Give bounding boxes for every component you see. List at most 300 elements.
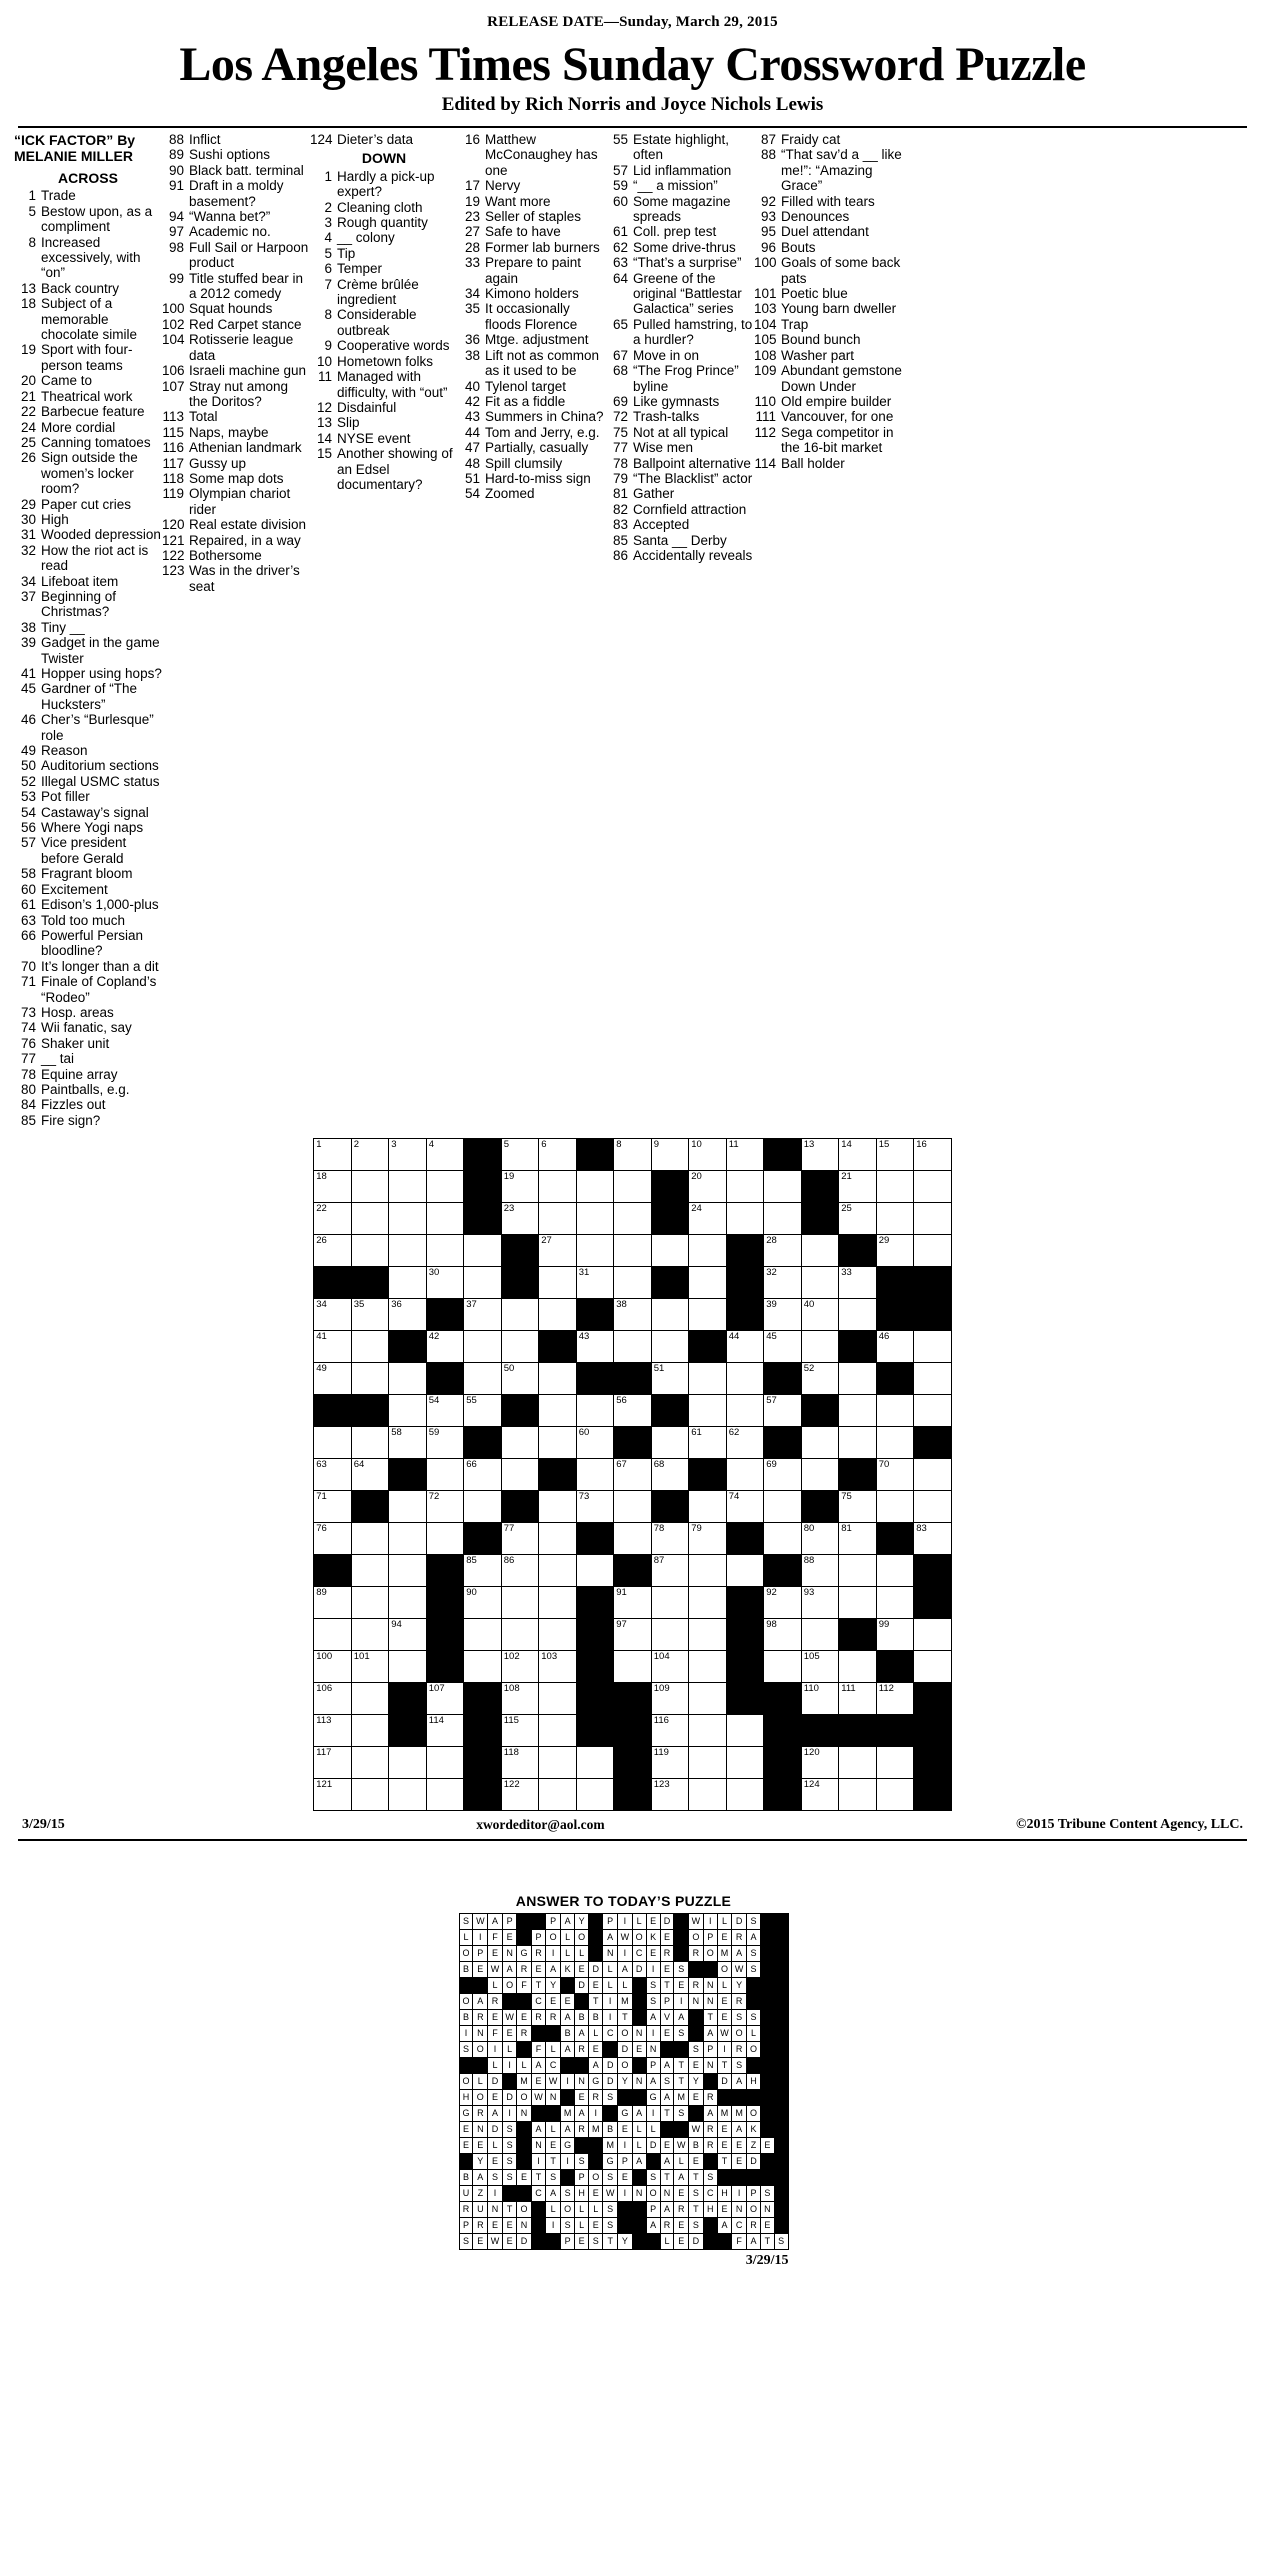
grid-cell[interactable] bbox=[801, 1331, 839, 1363]
grid-cell[interactable] bbox=[501, 1619, 539, 1651]
grid-cell[interactable] bbox=[614, 1171, 652, 1203]
grid-cell[interactable] bbox=[389, 1267, 427, 1299]
grid-cell[interactable] bbox=[839, 1267, 877, 1299]
grid-cell[interactable] bbox=[539, 1587, 577, 1619]
grid-cell[interactable] bbox=[614, 1299, 652, 1331]
grid-cell[interactable] bbox=[314, 1523, 352, 1555]
grid-cell[interactable] bbox=[501, 1555, 539, 1587]
grid-cell[interactable] bbox=[839, 1523, 877, 1555]
grid-cell[interactable] bbox=[351, 1747, 389, 1779]
grid-cell[interactable] bbox=[651, 1363, 689, 1395]
grid-cell[interactable] bbox=[464, 1235, 502, 1267]
grid-cell[interactable] bbox=[314, 1331, 352, 1363]
grid-cell[interactable] bbox=[426, 1779, 464, 1811]
grid-cell[interactable] bbox=[689, 1651, 727, 1683]
grid-cell[interactable] bbox=[426, 1747, 464, 1779]
grid-cell[interactable] bbox=[876, 1491, 914, 1523]
grid-cell[interactable] bbox=[764, 1619, 802, 1651]
grid-cell[interactable] bbox=[539, 1523, 577, 1555]
grid-cell[interactable] bbox=[764, 1587, 802, 1619]
answer-cell: E bbox=[717, 2202, 732, 2218]
grid-cell[interactable] bbox=[464, 1395, 502, 1427]
grid-cell[interactable] bbox=[651, 1555, 689, 1587]
grid-cell[interactable] bbox=[426, 1203, 464, 1235]
grid-cell[interactable] bbox=[576, 1171, 614, 1203]
grid-cell[interactable] bbox=[539, 1715, 577, 1747]
clue-text: Sega competitor in the 16-bit market bbox=[781, 424, 894, 456]
grid-cell[interactable] bbox=[501, 1299, 539, 1331]
grid-cell[interactable] bbox=[314, 1363, 352, 1395]
grid-cell[interactable] bbox=[764, 1299, 802, 1331]
grid-cell[interactable] bbox=[464, 1555, 502, 1587]
grid-cell[interactable] bbox=[576, 1235, 614, 1267]
grid-cell[interactable] bbox=[426, 1139, 464, 1171]
answer-cell: S bbox=[603, 2218, 618, 2234]
grid-cell[interactable] bbox=[876, 1203, 914, 1235]
grid-cell[interactable] bbox=[689, 1299, 727, 1331]
grid-cell[interactable] bbox=[764, 1459, 802, 1491]
grid-cell[interactable] bbox=[576, 1459, 614, 1491]
answer-cell: E bbox=[717, 2122, 732, 2138]
grid-cell[interactable] bbox=[839, 1171, 877, 1203]
grid-cell[interactable] bbox=[689, 1715, 727, 1747]
grid-cell[interactable] bbox=[726, 1715, 764, 1747]
grid-cell[interactable] bbox=[839, 1555, 877, 1587]
grid-cell[interactable] bbox=[651, 1651, 689, 1683]
grid-cell[interactable] bbox=[576, 1331, 614, 1363]
grid-cell[interactable] bbox=[351, 1651, 389, 1683]
grid-cell[interactable] bbox=[426, 1683, 464, 1715]
grid-cell[interactable] bbox=[651, 1715, 689, 1747]
answer-cell: O bbox=[589, 2170, 603, 2186]
answer-cell-block bbox=[689, 2010, 704, 2026]
grid-cell-number: 4 bbox=[428, 1139, 435, 1151]
grid-cell[interactable] bbox=[876, 1395, 914, 1427]
grid-cell[interactable] bbox=[801, 1235, 839, 1267]
answer-cell: W bbox=[732, 1962, 747, 1978]
grid-cell[interactable] bbox=[501, 1715, 539, 1747]
grid-cell[interactable] bbox=[614, 1203, 652, 1235]
grid-cell[interactable] bbox=[839, 1427, 877, 1459]
grid-cell[interactable] bbox=[876, 1331, 914, 1363]
grid-cell[interactable] bbox=[314, 1619, 352, 1651]
grid-cell[interactable] bbox=[801, 1139, 839, 1171]
grid-cell[interactable] bbox=[314, 1651, 352, 1683]
grid-cell[interactable] bbox=[464, 1331, 502, 1363]
answer-cell: L bbox=[603, 1962, 618, 1978]
grid-cell[interactable] bbox=[426, 1171, 464, 1203]
grid-cell[interactable] bbox=[501, 1171, 539, 1203]
grid-cell[interactable] bbox=[651, 1587, 689, 1619]
grid-cell[interactable] bbox=[389, 1555, 427, 1587]
grid-cell[interactable] bbox=[651, 1523, 689, 1555]
grid-cell[interactable] bbox=[726, 1555, 764, 1587]
grid-cell[interactable] bbox=[614, 1395, 652, 1427]
grid-cell[interactable] bbox=[914, 1619, 952, 1651]
grid-cell[interactable] bbox=[314, 1139, 352, 1171]
grid-cell[interactable] bbox=[801, 1267, 839, 1299]
grid-cell[interactable] bbox=[389, 1619, 427, 1651]
grid-cell[interactable] bbox=[539, 1683, 577, 1715]
grid-cell[interactable] bbox=[801, 1619, 839, 1651]
grid-cell[interactable] bbox=[801, 1779, 839, 1811]
grid-cell[interactable] bbox=[764, 1523, 802, 1555]
grid-cell[interactable] bbox=[914, 1459, 952, 1491]
answer-cell-block bbox=[774, 2058, 788, 2074]
grid-cell[interactable] bbox=[876, 1779, 914, 1811]
clue-number: 84 bbox=[20, 1097, 36, 1113]
grid-cell[interactable] bbox=[351, 1555, 389, 1587]
grid-cell[interactable] bbox=[576, 1555, 614, 1587]
grid-cell[interactable] bbox=[464, 1267, 502, 1299]
clue-number: 116 bbox=[162, 440, 184, 456]
grid-cell[interactable] bbox=[801, 1683, 839, 1715]
grid-cell[interactable] bbox=[351, 1715, 389, 1747]
grid-cell-block bbox=[576, 1651, 614, 1683]
answer-cell: N bbox=[632, 2074, 646, 2090]
grid-cell[interactable] bbox=[314, 1715, 352, 1747]
grid-cell[interactable] bbox=[651, 1427, 689, 1459]
grid-cell[interactable] bbox=[689, 1267, 727, 1299]
grid-cell[interactable] bbox=[539, 1139, 577, 1171]
grid-cell[interactable] bbox=[876, 1139, 914, 1171]
clue-item bbox=[14, 882, 162, 897]
grid-cell[interactable] bbox=[351, 1619, 389, 1651]
clue-number: 108 bbox=[754, 347, 777, 363]
grid-cell[interactable] bbox=[689, 1427, 727, 1459]
grid-cell[interactable] bbox=[539, 1395, 577, 1427]
puzzle-grid[interactable] bbox=[313, 1138, 952, 1811]
grid-cell[interactable] bbox=[426, 1331, 464, 1363]
grid-cell[interactable] bbox=[314, 1747, 352, 1779]
grid-cell[interactable] bbox=[726, 1779, 764, 1811]
grid-cell[interactable] bbox=[314, 1171, 352, 1203]
grid-cell[interactable] bbox=[914, 1171, 952, 1203]
grid-cell[interactable] bbox=[651, 1235, 689, 1267]
grid-cell[interactable] bbox=[576, 1747, 614, 1779]
clue-text: Nervy bbox=[485, 178, 521, 194]
clue-text: Tip bbox=[337, 245, 356, 261]
grid-cell[interactable] bbox=[389, 1395, 427, 1427]
clue-item bbox=[14, 1113, 162, 1128]
grid-cell[interactable] bbox=[726, 1395, 764, 1427]
grid-cell[interactable] bbox=[389, 1427, 427, 1459]
grid-cell[interactable] bbox=[314, 1203, 352, 1235]
grid-cell[interactable] bbox=[314, 1683, 352, 1715]
grid-cell[interactable] bbox=[614, 1139, 652, 1171]
grid-cell[interactable] bbox=[914, 1363, 952, 1395]
answer-cell: L bbox=[603, 1978, 618, 1994]
grid-cell[interactable] bbox=[914, 1235, 952, 1267]
grid-cell[interactable] bbox=[689, 1139, 727, 1171]
grid-cell[interactable] bbox=[389, 1491, 427, 1523]
grid-cell[interactable] bbox=[914, 1651, 952, 1683]
grid-cell[interactable] bbox=[351, 1203, 389, 1235]
answer-cell: G bbox=[589, 2074, 603, 2090]
grid-cell[interactable] bbox=[614, 1491, 652, 1523]
grid-cell[interactable] bbox=[351, 1171, 389, 1203]
grid-cell[interactable] bbox=[914, 1491, 952, 1523]
grid-cell[interactable] bbox=[389, 1587, 427, 1619]
grid-cell[interactable] bbox=[539, 1747, 577, 1779]
grid-cell[interactable] bbox=[614, 1523, 652, 1555]
grid-cell[interactable] bbox=[576, 1203, 614, 1235]
grid-cell[interactable] bbox=[501, 1459, 539, 1491]
grid-cell[interactable] bbox=[914, 1395, 952, 1427]
grid-cell[interactable] bbox=[726, 1427, 764, 1459]
grid-cell[interactable] bbox=[801, 1299, 839, 1331]
grid-cell[interactable] bbox=[464, 1459, 502, 1491]
grid-cell[interactable] bbox=[351, 1587, 389, 1619]
grid-cell[interactable] bbox=[314, 1779, 352, 1811]
grid-cell[interactable] bbox=[764, 1235, 802, 1267]
grid-cell[interactable] bbox=[539, 1555, 577, 1587]
grid-cell[interactable] bbox=[389, 1235, 427, 1267]
grid-cell[interactable] bbox=[314, 1587, 352, 1619]
grid-cell[interactable] bbox=[351, 1139, 389, 1171]
grid-cell[interactable] bbox=[389, 1651, 427, 1683]
grid-cell[interactable] bbox=[351, 1331, 389, 1363]
grid-cell[interactable] bbox=[501, 1651, 539, 1683]
grid-cell[interactable] bbox=[426, 1427, 464, 1459]
grid-cell[interactable] bbox=[651, 1459, 689, 1491]
grid-cell[interactable] bbox=[539, 1235, 577, 1267]
answer-cell: N bbox=[760, 2202, 774, 2218]
grid-cell[interactable] bbox=[801, 1747, 839, 1779]
grid-cell[interactable] bbox=[501, 1587, 539, 1619]
grid-cell[interactable] bbox=[914, 1523, 952, 1555]
grid-cell[interactable] bbox=[839, 1299, 877, 1331]
grid-cell[interactable] bbox=[501, 1139, 539, 1171]
grid-cell[interactable] bbox=[426, 1395, 464, 1427]
grid-cell[interactable] bbox=[351, 1235, 389, 1267]
grid-cell-number: 55 bbox=[466, 1395, 477, 1407]
grid-cell[interactable] bbox=[614, 1235, 652, 1267]
grid-cell[interactable] bbox=[576, 1779, 614, 1811]
grid-cell[interactable] bbox=[839, 1683, 877, 1715]
grid-cell[interactable] bbox=[351, 1779, 389, 1811]
grid-cell[interactable] bbox=[464, 1491, 502, 1523]
grid-cell[interactable] bbox=[876, 1683, 914, 1715]
grid-cell-block bbox=[576, 1587, 614, 1619]
grid-cell[interactable] bbox=[576, 1491, 614, 1523]
grid-cell[interactable] bbox=[501, 1427, 539, 1459]
grid-cell[interactable] bbox=[464, 1587, 502, 1619]
grid-cell[interactable] bbox=[764, 1331, 802, 1363]
grid-cell[interactable] bbox=[426, 1267, 464, 1299]
grid-cell[interactable] bbox=[801, 1427, 839, 1459]
grid-cell[interactable] bbox=[389, 1203, 427, 1235]
grid-cell[interactable] bbox=[389, 1523, 427, 1555]
grid-cell[interactable] bbox=[351, 1459, 389, 1491]
grid-cell[interactable] bbox=[876, 1747, 914, 1779]
clue-number: 100 bbox=[162, 301, 185, 317]
grid-cell[interactable] bbox=[651, 1779, 689, 1811]
grid-cell[interactable] bbox=[651, 1299, 689, 1331]
grid-cell[interactable] bbox=[726, 1203, 764, 1235]
grid-cell[interactable] bbox=[764, 1203, 802, 1235]
grid-cell[interactable] bbox=[876, 1459, 914, 1491]
grid-cell[interactable] bbox=[351, 1299, 389, 1331]
grid-cell[interactable] bbox=[839, 1747, 877, 1779]
grid-cell[interactable] bbox=[839, 1363, 877, 1395]
grid-cell[interactable] bbox=[689, 1555, 727, 1587]
grid-cell[interactable] bbox=[689, 1587, 727, 1619]
grid-cell[interactable] bbox=[539, 1299, 577, 1331]
grid-cell[interactable] bbox=[726, 1459, 764, 1491]
grid-cell[interactable] bbox=[539, 1267, 577, 1299]
grid-cell[interactable] bbox=[839, 1491, 877, 1523]
grid-cell[interactable] bbox=[689, 1395, 727, 1427]
grid-cell[interactable] bbox=[651, 1747, 689, 1779]
grid-cell[interactable] bbox=[839, 1395, 877, 1427]
grid-cell[interactable] bbox=[689, 1523, 727, 1555]
grid-cell[interactable] bbox=[801, 1651, 839, 1683]
grid-cell[interactable] bbox=[689, 1779, 727, 1811]
grid-cell[interactable] bbox=[539, 1619, 577, 1651]
grid-cell[interactable] bbox=[614, 1459, 652, 1491]
grid-cell[interactable] bbox=[501, 1523, 539, 1555]
grid-cell[interactable] bbox=[764, 1395, 802, 1427]
grid-cell[interactable] bbox=[876, 1555, 914, 1587]
grid-cell[interactable] bbox=[689, 1171, 727, 1203]
grid-cell[interactable] bbox=[651, 1683, 689, 1715]
grid-cell[interactable] bbox=[726, 1171, 764, 1203]
grid-cell[interactable] bbox=[501, 1747, 539, 1779]
grid-cell[interactable] bbox=[464, 1363, 502, 1395]
answer-cell: A bbox=[502, 1962, 517, 1978]
grid-cell[interactable] bbox=[351, 1427, 389, 1459]
grid-cell[interactable] bbox=[764, 1651, 802, 1683]
grid-cell[interactable] bbox=[839, 1779, 877, 1811]
grid-cell[interactable] bbox=[726, 1331, 764, 1363]
grid-cell[interactable] bbox=[501, 1363, 539, 1395]
grid-cell[interactable] bbox=[314, 1235, 352, 1267]
grid-cell[interactable] bbox=[539, 1171, 577, 1203]
grid-cell[interactable] bbox=[389, 1363, 427, 1395]
grid-cell[interactable] bbox=[914, 1203, 952, 1235]
grid-cell[interactable] bbox=[426, 1715, 464, 1747]
grid-cell[interactable] bbox=[314, 1427, 352, 1459]
grid-cell[interactable] bbox=[689, 1363, 727, 1395]
grid-cell[interactable] bbox=[689, 1235, 727, 1267]
grid-cell[interactable] bbox=[876, 1427, 914, 1459]
grid-cell[interactable] bbox=[539, 1491, 577, 1523]
grid-cell[interactable] bbox=[839, 1203, 877, 1235]
grid-cell[interactable] bbox=[314, 1299, 352, 1331]
grid-cell[interactable] bbox=[464, 1619, 502, 1651]
grid-cell-number: 123 bbox=[653, 1779, 670, 1791]
answer-cell: H bbox=[703, 2202, 717, 2218]
answer-cell: T bbox=[689, 2202, 704, 2218]
grid-cell[interactable] bbox=[689, 1747, 727, 1779]
grid-cell[interactable] bbox=[576, 1427, 614, 1459]
grid-cell[interactable] bbox=[651, 1619, 689, 1651]
grid-cell[interactable] bbox=[351, 1523, 389, 1555]
grid-cell[interactable] bbox=[689, 1619, 727, 1651]
grid-cell[interactable] bbox=[876, 1235, 914, 1267]
grid-cell[interactable] bbox=[726, 1139, 764, 1171]
grid-cell[interactable] bbox=[501, 1331, 539, 1363]
grid-cell[interactable] bbox=[876, 1619, 914, 1651]
grid-cell[interactable] bbox=[876, 1171, 914, 1203]
clue-item bbox=[606, 502, 754, 517]
grid-cell[interactable] bbox=[426, 1235, 464, 1267]
grid-cell[interactable] bbox=[351, 1363, 389, 1395]
grid-cell[interactable] bbox=[764, 1171, 802, 1203]
grid-cell[interactable] bbox=[576, 1395, 614, 1427]
answer-cell: I bbox=[488, 2042, 503, 2058]
grid-cell[interactable] bbox=[539, 1427, 577, 1459]
grid-cell[interactable] bbox=[801, 1363, 839, 1395]
grid-cell[interactable] bbox=[839, 1139, 877, 1171]
grid-cell-number: 68 bbox=[653, 1459, 665, 1471]
grid-cell[interactable] bbox=[426, 1491, 464, 1523]
grid-cell[interactable] bbox=[764, 1267, 802, 1299]
grid-cell[interactable] bbox=[389, 1747, 427, 1779]
grid-cell[interactable] bbox=[426, 1459, 464, 1491]
grid-cell[interactable] bbox=[614, 1331, 652, 1363]
grid-cell[interactable] bbox=[614, 1267, 652, 1299]
grid-cell[interactable] bbox=[464, 1299, 502, 1331]
grid-cell[interactable] bbox=[914, 1139, 952, 1171]
grid-cell[interactable] bbox=[876, 1587, 914, 1619]
grid-cell[interactable] bbox=[839, 1651, 877, 1683]
grid-cell[interactable] bbox=[651, 1139, 689, 1171]
grid-cell[interactable] bbox=[389, 1779, 427, 1811]
grid-cell[interactable] bbox=[614, 1651, 652, 1683]
grid-cell[interactable] bbox=[501, 1203, 539, 1235]
grid-cell[interactable] bbox=[539, 1203, 577, 1235]
grid-cell[interactable] bbox=[801, 1523, 839, 1555]
clue-text: Disdainful bbox=[337, 399, 397, 415]
grid-cell[interactable] bbox=[801, 1459, 839, 1491]
clue-item bbox=[754, 209, 902, 224]
grid-cell[interactable] bbox=[689, 1203, 727, 1235]
grid-cell[interactable] bbox=[614, 1619, 652, 1651]
grid-cell[interactable] bbox=[501, 1683, 539, 1715]
answer-cell: A bbox=[589, 2058, 603, 2074]
grid-cell[interactable] bbox=[801, 1587, 839, 1619]
grid-cell[interactable] bbox=[726, 1491, 764, 1523]
footer-email[interactable]: xwordeditor@aol.com bbox=[476, 1817, 605, 1833]
grid-cell[interactable] bbox=[576, 1267, 614, 1299]
grid-cell[interactable] bbox=[726, 1747, 764, 1779]
grid-cell[interactable] bbox=[539, 1651, 577, 1683]
answer-cell: S bbox=[560, 2186, 574, 2202]
grid-cell[interactable] bbox=[839, 1587, 877, 1619]
grid-cell[interactable] bbox=[801, 1555, 839, 1587]
grid-cell[interactable] bbox=[539, 1363, 577, 1395]
grid-cell[interactable] bbox=[389, 1299, 427, 1331]
grid-cell[interactable] bbox=[726, 1363, 764, 1395]
grid-cell[interactable] bbox=[314, 1459, 352, 1491]
grid-cell[interactable] bbox=[351, 1683, 389, 1715]
grid-cell[interactable] bbox=[501, 1779, 539, 1811]
grid-cell[interactable] bbox=[314, 1491, 352, 1523]
grid-cell[interactable] bbox=[426, 1523, 464, 1555]
grid-cell[interactable] bbox=[389, 1171, 427, 1203]
grid-cell[interactable] bbox=[689, 1683, 727, 1715]
grid-cell[interactable] bbox=[651, 1331, 689, 1363]
grid-cell[interactable] bbox=[389, 1139, 427, 1171]
grid-cell[interactable] bbox=[914, 1331, 952, 1363]
grid-cell[interactable] bbox=[764, 1491, 802, 1523]
grid-cell[interactable] bbox=[539, 1779, 577, 1811]
grid-cell[interactable] bbox=[689, 1491, 727, 1523]
grid-cell[interactable] bbox=[614, 1587, 652, 1619]
grid-cell[interactable] bbox=[464, 1651, 502, 1683]
